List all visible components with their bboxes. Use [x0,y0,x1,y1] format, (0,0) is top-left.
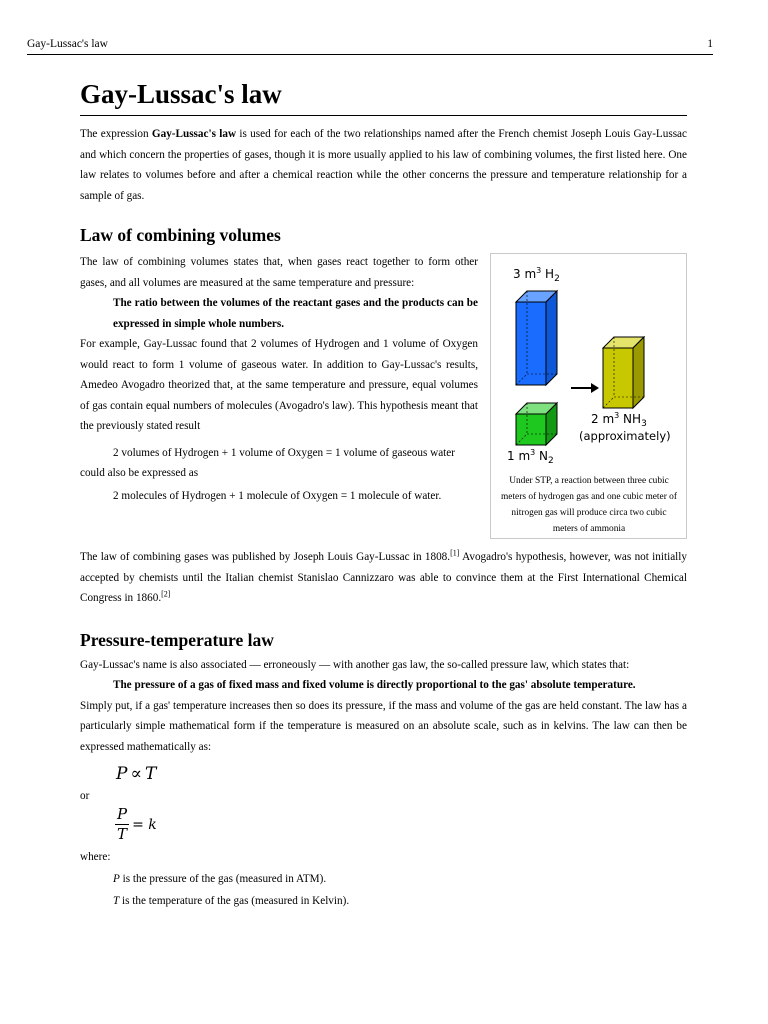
equation-volumes: 2 volumes of Hydrogen + 1 volume of Oxygen = 1 volume of gaseous water [113,446,455,459]
figure-caption: Under STP, a reaction between three cubic meters of hydrogen gas and one cubic meter of nitrogen gas will produce circa two cubic meters of ammonia [501,476,677,534]
pressure-paragraph-2: Simply put, if a gas' temperature increases then so does its pressure, if the mass and volume of the gas are held constant. The law has a particularly simple mathematical form if the temperature is measured on an absolute scale, such as in kelvins. The law can then be expressed mathematically as: [80,699,687,753]
volumes-paragraph-2: For example, Gay-Lussac found that 2 volumes of Hydrogen and 1 volume of Oxygen would react to form 1 volume of gaseous water. In addition to Gay-Lussac's results, Amedeo Avogadro theorized that, at the same temperature and pressure, equal volumes of gas contain equal numbers of molecules (Avogadro's law). This hypothesis meant that the previously stated result [80,338,478,432]
pressure-paragraph-1: Gay-Lussac's name is also associated — erroneously — with another gas law, the so-called pressure law, which states that: [80,658,630,671]
volumes-paragraph-3 [80,547,687,609]
equation-molecules: 2 molecules of Hydrogen + 1 molecule of Oxygen = 1 molecule of water. [113,489,442,502]
definition-temperature: T is the temperature of the gas (measured in Kelvin). [113,894,350,907]
hydrogen-volume-box [516,291,557,385]
intro-text-start: The expression [80,128,152,140]
reference-link-2[interactable]: [2] [161,589,171,599]
definition-pressure: P is the pressure of the gas (measured in ATM). [113,873,327,885]
nitrogen-label: 1 $m^3$ $N_2$ [507,448,554,466]
volumes-statement: The ratio between the volumes of the reactant gases and the products can be expressed in simple whole numbers. [113,297,478,330]
reference-link-1[interactable]: [1] [450,548,460,558]
where-text: where: [80,851,111,863]
history-text-rest: Avogadro's hypothesis, however, was not initially accepted by chemists until the Italian chemist Stanislao Cannizzaro was able to convince them at the First International Chemical Congress in 1860. [80,551,687,604]
proportionality-formula: P ∝ T [116,764,157,784]
or-text: or [80,790,90,802]
ratio-formula [80,805,687,849]
page-number: 1 [707,38,713,50]
fraction-numerator: P [117,805,128,823]
hydrogen-label: 3 $m^3$ $H_2$ [513,266,560,284]
intro-paragraph [80,124,687,206]
arrow-icon [571,383,599,393]
section-heading-combining-volumes: Law of combining volumes [80,225,281,245]
section-heading-pressure-temperature: Pressure-temperature law [80,629,274,650]
expressed-as-text: could also be expressed as [80,467,199,479]
approximately-label: (approximately) [579,429,671,443]
reaction-figure [490,253,687,539]
article-body [80,76,687,911]
history-text-start: The law of combining gases was published by Joseph Louis Gay-Lussac in 1808. [80,551,451,563]
ammonia-label: 2 $m^3$ $NH_3$ [591,411,647,429]
page-title: Gay-Lussac's law [80,76,687,116]
intro-bold-term: Gay-Lussac's law [151,128,237,140]
running-header [27,38,713,55]
volumes-paragraph-1: The law of combining volumes states that, when gases react together to form other gases, and all volumes are measured at the same temperature and pressure: [80,256,478,289]
nitrogen-volume-box [516,403,557,445]
fraction [115,805,129,844]
pressure-statement: The pressure of a gas of fixed mass and fixed volume is directly proportional to the gas' absolute temperature. [113,679,636,691]
running-header-title: Gay-Lussac's law [27,38,108,50]
intro-text-rest: is used for each of the two relationships named after the French chemist Joseph Louis Gay-Lussac and which concern the properties of gases, though it is more usually applied to his law of combining volumes, the first listed here. One law relates to volumes before and after a chemical reaction while the other concerns the pressure and temperature relationship for a sample of gas. [80,128,687,202]
ammonia-volume-box [603,337,644,408]
equals-constant: = k [132,816,157,833]
fraction-denominator: T [115,824,129,844]
